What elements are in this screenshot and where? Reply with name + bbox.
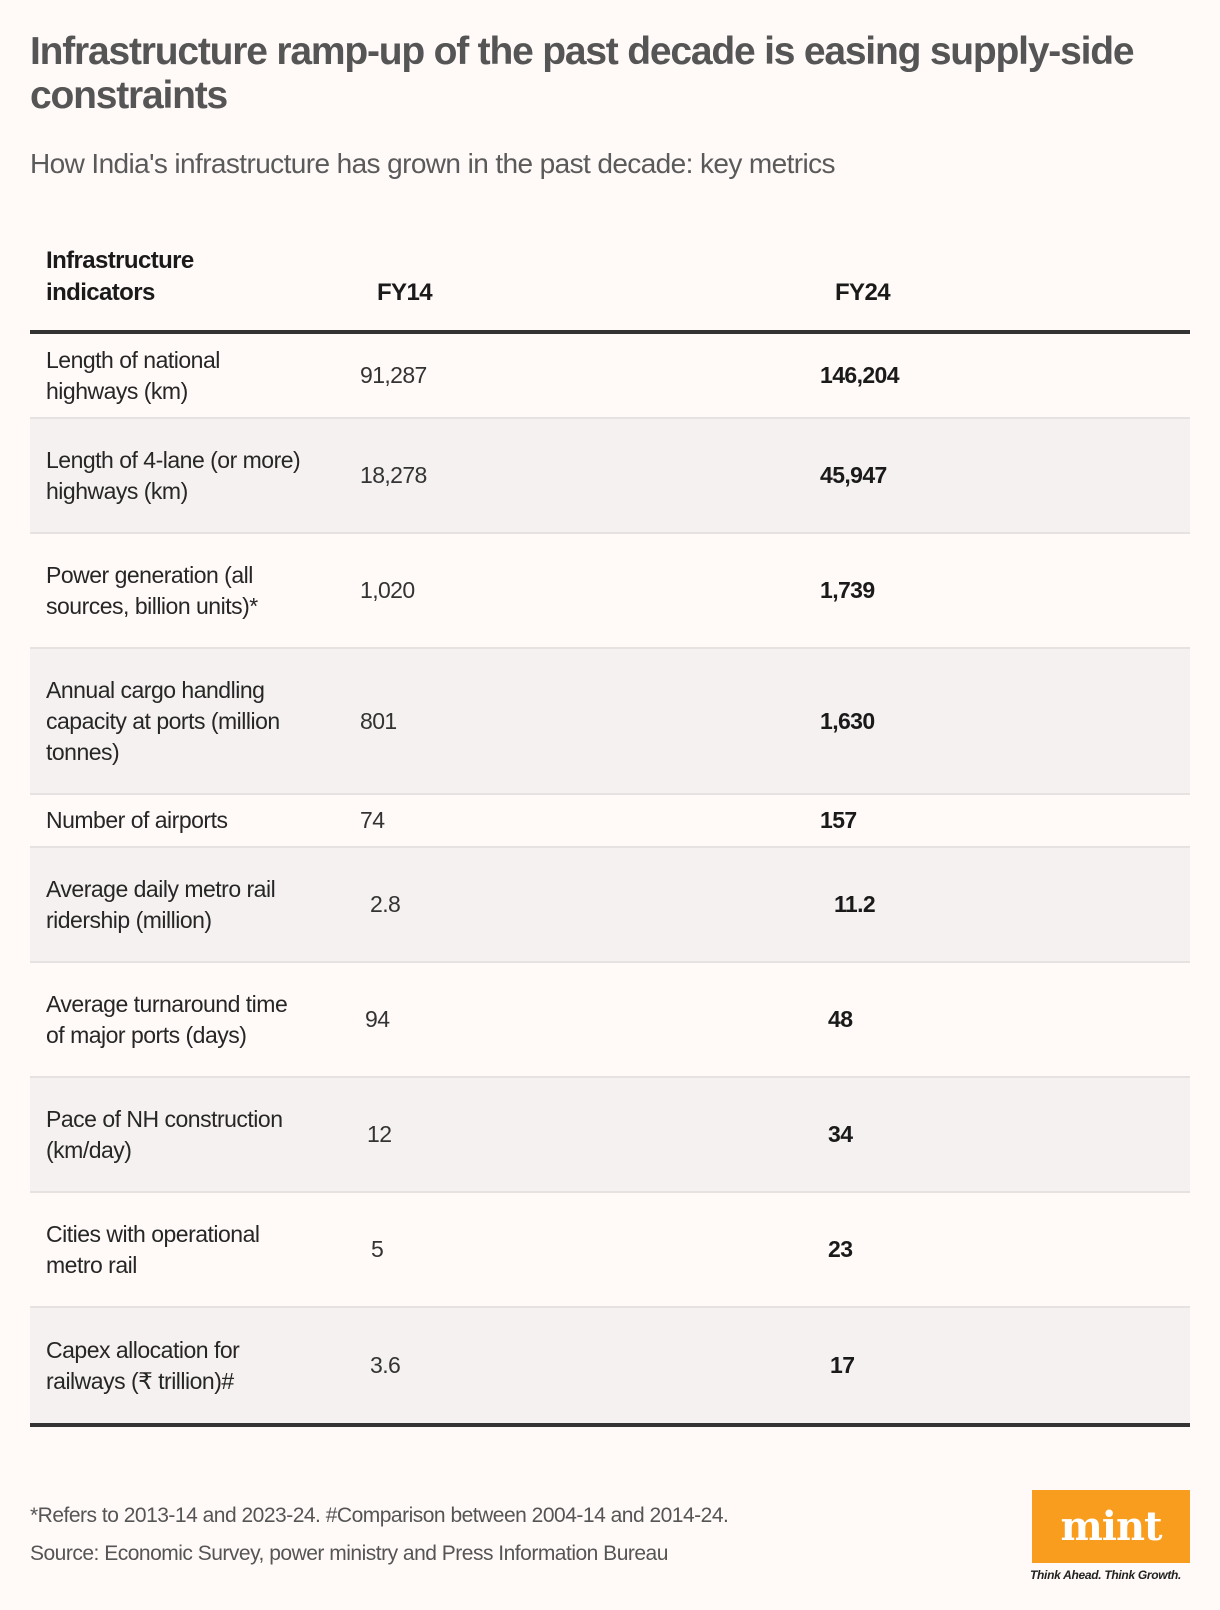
logo-tagline: Think Ahead. Think Growth. (1030, 1568, 1182, 1582)
table-row (30, 534, 1190, 649)
table-header (30, 243, 1190, 334)
row-label: Cities with operational metro rail (46, 1220, 260, 1278)
row-label: Average turnaround time of major ports (days) (46, 990, 288, 1048)
row-label: Number of airports (46, 807, 228, 833)
metrics-table (30, 243, 1190, 1427)
mint-logo (1032, 1490, 1190, 1563)
table-row (30, 1193, 1190, 1308)
column-header-indicators: Infrastructure indicators (46, 247, 194, 306)
row-label: Capex allocation for railways (₹ trillion)# (46, 1336, 240, 1394)
fy14-value: 74 (360, 807, 385, 833)
fy14-value: 5 (371, 1236, 384, 1262)
page-subtitle: How India's infrastructure has grown in the past decade: key metrics (30, 148, 835, 179)
table-row (30, 1308, 1190, 1427)
table-row (30, 1078, 1190, 1193)
fy14-value: 12 (367, 1121, 392, 1147)
fy24-value: 34 (828, 1121, 853, 1147)
row-label: Pace of NH construction (km/day) (46, 1105, 283, 1163)
row-label: Power generation (all sources, billion units)* (46, 561, 258, 619)
fy14-value: 2.8 (370, 891, 401, 917)
row-label: Length of national highways (km) (46, 346, 220, 404)
fy24-value: 23 (828, 1236, 853, 1262)
logo-text: mint (1060, 1503, 1162, 1550)
fy24-value: 1,739 (820, 577, 875, 603)
fy14-value: 1,020 (360, 577, 415, 603)
column-header-fy24: FY24 (835, 279, 890, 306)
fy24-value: 157 (820, 807, 857, 833)
fy14-value: 801 (360, 707, 397, 734)
fy24-value: 11.2 (834, 891, 876, 917)
fy14-value: 3.6 (370, 1352, 401, 1378)
table-row (30, 848, 1190, 963)
row-label: Length of 4-lane (or more) highways (km) (46, 446, 301, 504)
column-header-fy14: FY14 (377, 279, 432, 306)
fy24-value: 146,204 (820, 362, 899, 388)
table-row (30, 795, 1190, 848)
page-title: Infrastructure ramp-up of the past decade is easing supply-side constraints (30, 30, 1134, 117)
row-label: Annual cargo handling capacity at ports (million tonnes) (46, 676, 280, 765)
fy14-value: 94 (365, 1006, 390, 1032)
row-label: Average daily metro rail ridership (million) (46, 875, 276, 933)
fy24-value: 45,947 (820, 462, 887, 488)
table-row (30, 334, 1190, 419)
fy24-value: 1,630 (820, 707, 875, 734)
table-row (30, 419, 1190, 534)
fy14-value: 91,287 (360, 362, 427, 388)
fy24-value: 17 (830, 1352, 855, 1378)
table-row (30, 963, 1190, 1078)
source-note: Source: Economic Survey, power ministry and Press Information Bureau (30, 1542, 668, 1565)
footnote: *Refers to 2013-14 and 2023-24. #Comparison between 2004-14 and 2014-24. (30, 1504, 729, 1527)
fy14-value: 18,278 (360, 462, 427, 488)
fy24-value: 48 (828, 1006, 853, 1032)
table-row (30, 649, 1190, 795)
